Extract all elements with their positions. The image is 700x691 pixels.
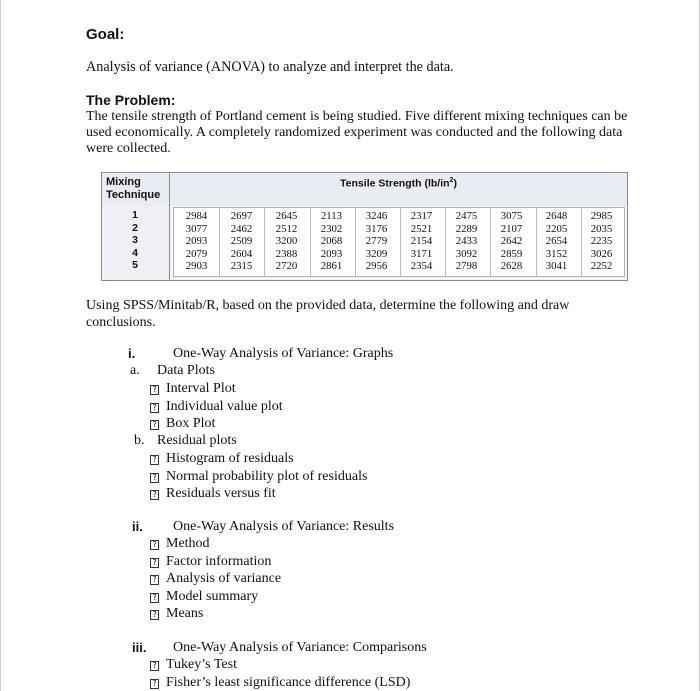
table-cell: 2315 bbox=[230, 260, 253, 273]
checkbox-placeholder-icon: ? bbox=[150, 420, 159, 430]
table-cell: 2903 bbox=[185, 260, 208, 273]
table-row bbox=[174, 260, 624, 273]
checkbox-placeholder-icon: ? bbox=[150, 385, 159, 395]
subsection-b-marker: b. bbox=[134, 433, 145, 448]
list-item bbox=[150, 553, 281, 571]
table-cell: 2317 bbox=[410, 210, 433, 222]
section-i-title: One-Way Analysis of Variance: Graphs bbox=[173, 346, 394, 361]
table-cell: 2859 bbox=[500, 247, 523, 260]
list-item bbox=[150, 450, 367, 468]
instructions-text: Using SPSS/Minitab/R, based on the provided data, determine the following and draw conclusions. bbox=[86, 298, 570, 330]
list-item bbox=[150, 468, 367, 486]
data-plots-list bbox=[150, 380, 283, 433]
list-item bbox=[150, 415, 283, 433]
table-cell: 3077 bbox=[185, 222, 208, 235]
subsection-a-marker: a. bbox=[130, 363, 140, 378]
table-cell: 2779 bbox=[365, 235, 388, 248]
row-label: 1 bbox=[132, 209, 138, 221]
list-item bbox=[150, 570, 281, 588]
row-label: 5 bbox=[132, 259, 138, 272]
table-cell: 2985 bbox=[590, 210, 613, 222]
table-row bbox=[174, 210, 624, 223]
list-item-label: Factor information bbox=[166, 553, 272, 569]
table-cell: 2604 bbox=[230, 247, 253, 260]
checkbox-placeholder-icon: ? bbox=[150, 661, 159, 671]
checkbox-placeholder-icon: ? bbox=[150, 455, 159, 465]
table-row bbox=[174, 235, 624, 248]
row-label: 2 bbox=[132, 221, 138, 234]
subsection-a-title: Data Plots bbox=[157, 363, 215, 378]
row-labels bbox=[102, 206, 170, 280]
table-cell: 3152 bbox=[545, 247, 568, 260]
table-cell: 2433 bbox=[455, 235, 478, 248]
table-cell: 2093 bbox=[320, 247, 343, 260]
tensile-unit-exponent: 2 bbox=[449, 177, 454, 184]
subsection-b-title: Residual plots bbox=[157, 433, 237, 448]
table-cell: 2252 bbox=[590, 260, 613, 273]
problem-text: The tensile strength of Portland cement is being studied. Five different mixing techniques can be used economically. A completely randomized experiment was conducted and the following data were collected. bbox=[86, 109, 628, 156]
table-cell: 2654 bbox=[545, 235, 568, 248]
table-cell: 2113 bbox=[320, 210, 343, 222]
list-item bbox=[150, 605, 281, 623]
table-cell: 2512 bbox=[275, 222, 298, 235]
list-item-label: Histogram of residuals bbox=[166, 451, 294, 466]
table-cell: 2475 bbox=[455, 210, 478, 222]
row-label: 4 bbox=[132, 246, 138, 259]
page-border-left bbox=[0, 0, 1, 691]
list-item bbox=[150, 535, 281, 553]
data-table bbox=[101, 172, 628, 281]
table-row bbox=[174, 223, 624, 236]
list-item bbox=[150, 398, 283, 416]
table-cell: 3246 bbox=[365, 210, 388, 222]
table-cell: 2107 bbox=[500, 222, 523, 235]
list-item-label: Method bbox=[166, 536, 210, 551]
table-cell: 2388 bbox=[275, 247, 298, 260]
section-iii-numeral: iii. bbox=[132, 640, 147, 655]
table-cell: 2798 bbox=[455, 260, 478, 273]
table-cell: 2521 bbox=[410, 222, 433, 235]
section-ii-title: One-Way Analysis of Variance: Results bbox=[173, 519, 395, 534]
list-item-label: Fisher’s least significance difference (LSD) bbox=[166, 674, 411, 690]
section-iii-marker bbox=[132, 639, 146, 658]
checkbox-placeholder-icon: ? bbox=[150, 610, 159, 620]
table-cell: 2068 bbox=[320, 235, 343, 248]
list-item bbox=[150, 380, 283, 398]
table-row bbox=[174, 248, 624, 261]
tensile-strength-label: Tensile Strength (lb/in bbox=[340, 177, 450, 190]
col-header-tensile-strength bbox=[170, 177, 627, 190]
list-item-label: Model summary bbox=[166, 588, 259, 604]
residual-plots-list bbox=[150, 450, 367, 503]
checkbox-placeholder-icon: ? bbox=[150, 540, 159, 550]
table-cell: 2984 bbox=[185, 210, 208, 222]
table-cell: 2093 bbox=[185, 235, 208, 248]
table-cell: 2302 bbox=[320, 222, 343, 235]
problem-heading: The Problem: bbox=[86, 92, 176, 108]
table-cell: 2079 bbox=[185, 247, 208, 260]
section-i-numeral: i. bbox=[128, 346, 136, 361]
tensile-label-close: ) bbox=[453, 177, 457, 190]
table-cell: 2861 bbox=[320, 260, 343, 273]
list-item-label: Individual value plot bbox=[166, 398, 283, 414]
checkbox-placeholder-icon: ? bbox=[150, 403, 159, 413]
table-cell: 2235 bbox=[590, 235, 613, 248]
section-iii-title: One-Way Analysis of Variance: Comparisons bbox=[173, 640, 427, 655]
list-item-label: Means bbox=[166, 606, 204, 621]
list-item-label: Residuals versus fit bbox=[166, 486, 276, 501]
results-list bbox=[150, 535, 281, 623]
checkbox-placeholder-icon: ? bbox=[150, 558, 159, 568]
checkbox-placeholder-icon: ? bbox=[150, 490, 159, 500]
section-ii-marker bbox=[132, 518, 143, 537]
list-item bbox=[150, 656, 410, 674]
table-body bbox=[102, 206, 627, 280]
list-item bbox=[150, 485, 367, 503]
goal-heading: Goal: bbox=[86, 26, 125, 43]
list-item-label: Analysis of variance bbox=[166, 571, 282, 586]
list-item bbox=[150, 674, 410, 691]
list-item-label: Interval Plot bbox=[166, 381, 236, 396]
table-cell: 3171 bbox=[410, 247, 433, 260]
comparisons-list bbox=[150, 656, 410, 691]
table-cell: 2289 bbox=[455, 222, 478, 235]
table-cell: 2645 bbox=[275, 210, 298, 222]
table-cell: 2205 bbox=[545, 222, 568, 235]
goal-text: Analysis of variance (ANOVA) to analyze and interpret the data. bbox=[86, 59, 454, 75]
table-cell: 2154 bbox=[410, 235, 433, 248]
table-cell: 2648 bbox=[545, 210, 568, 222]
list-item-label: Normal probability plot of residuals bbox=[166, 468, 368, 484]
table-cell: 3176 bbox=[365, 222, 388, 235]
value-grid bbox=[173, 207, 625, 277]
checkbox-placeholder-icon: ? bbox=[150, 575, 159, 585]
table-cell: 3092 bbox=[455, 247, 478, 260]
table-cell: 2035 bbox=[590, 222, 613, 235]
table-cell: 2354 bbox=[410, 260, 433, 273]
col-header-mixing-technique: Mixing Technique bbox=[102, 173, 170, 206]
table-cell: 3209 bbox=[365, 247, 388, 260]
list-item-label: Tukey’s Test bbox=[166, 657, 237, 672]
table-cell: 2956 bbox=[365, 260, 388, 273]
table-cell: 3041 bbox=[545, 260, 568, 273]
list-item bbox=[150, 588, 281, 606]
section-i-marker bbox=[128, 345, 135, 364]
section-ii-numeral: ii. bbox=[132, 519, 143, 534]
table-header bbox=[102, 173, 627, 207]
row-label: 3 bbox=[132, 234, 138, 247]
table-cell: 2509 bbox=[230, 235, 253, 248]
table-cell: 2628 bbox=[500, 260, 523, 273]
table-cell: 2462 bbox=[230, 222, 253, 235]
list-item-label: Box Plot bbox=[166, 416, 216, 431]
checkbox-placeholder-icon: ? bbox=[150, 473, 159, 483]
table-cell: 3200 bbox=[275, 235, 298, 248]
table-cell: 2720 bbox=[275, 260, 298, 273]
table-cell: 2642 bbox=[500, 235, 523, 248]
table-cell: 3026 bbox=[590, 247, 613, 260]
table-cell: 3075 bbox=[500, 210, 523, 222]
checkbox-placeholder-icon: ? bbox=[150, 679, 159, 689]
checkbox-placeholder-icon: ? bbox=[150, 593, 159, 603]
table-cell: 2697 bbox=[230, 210, 253, 222]
